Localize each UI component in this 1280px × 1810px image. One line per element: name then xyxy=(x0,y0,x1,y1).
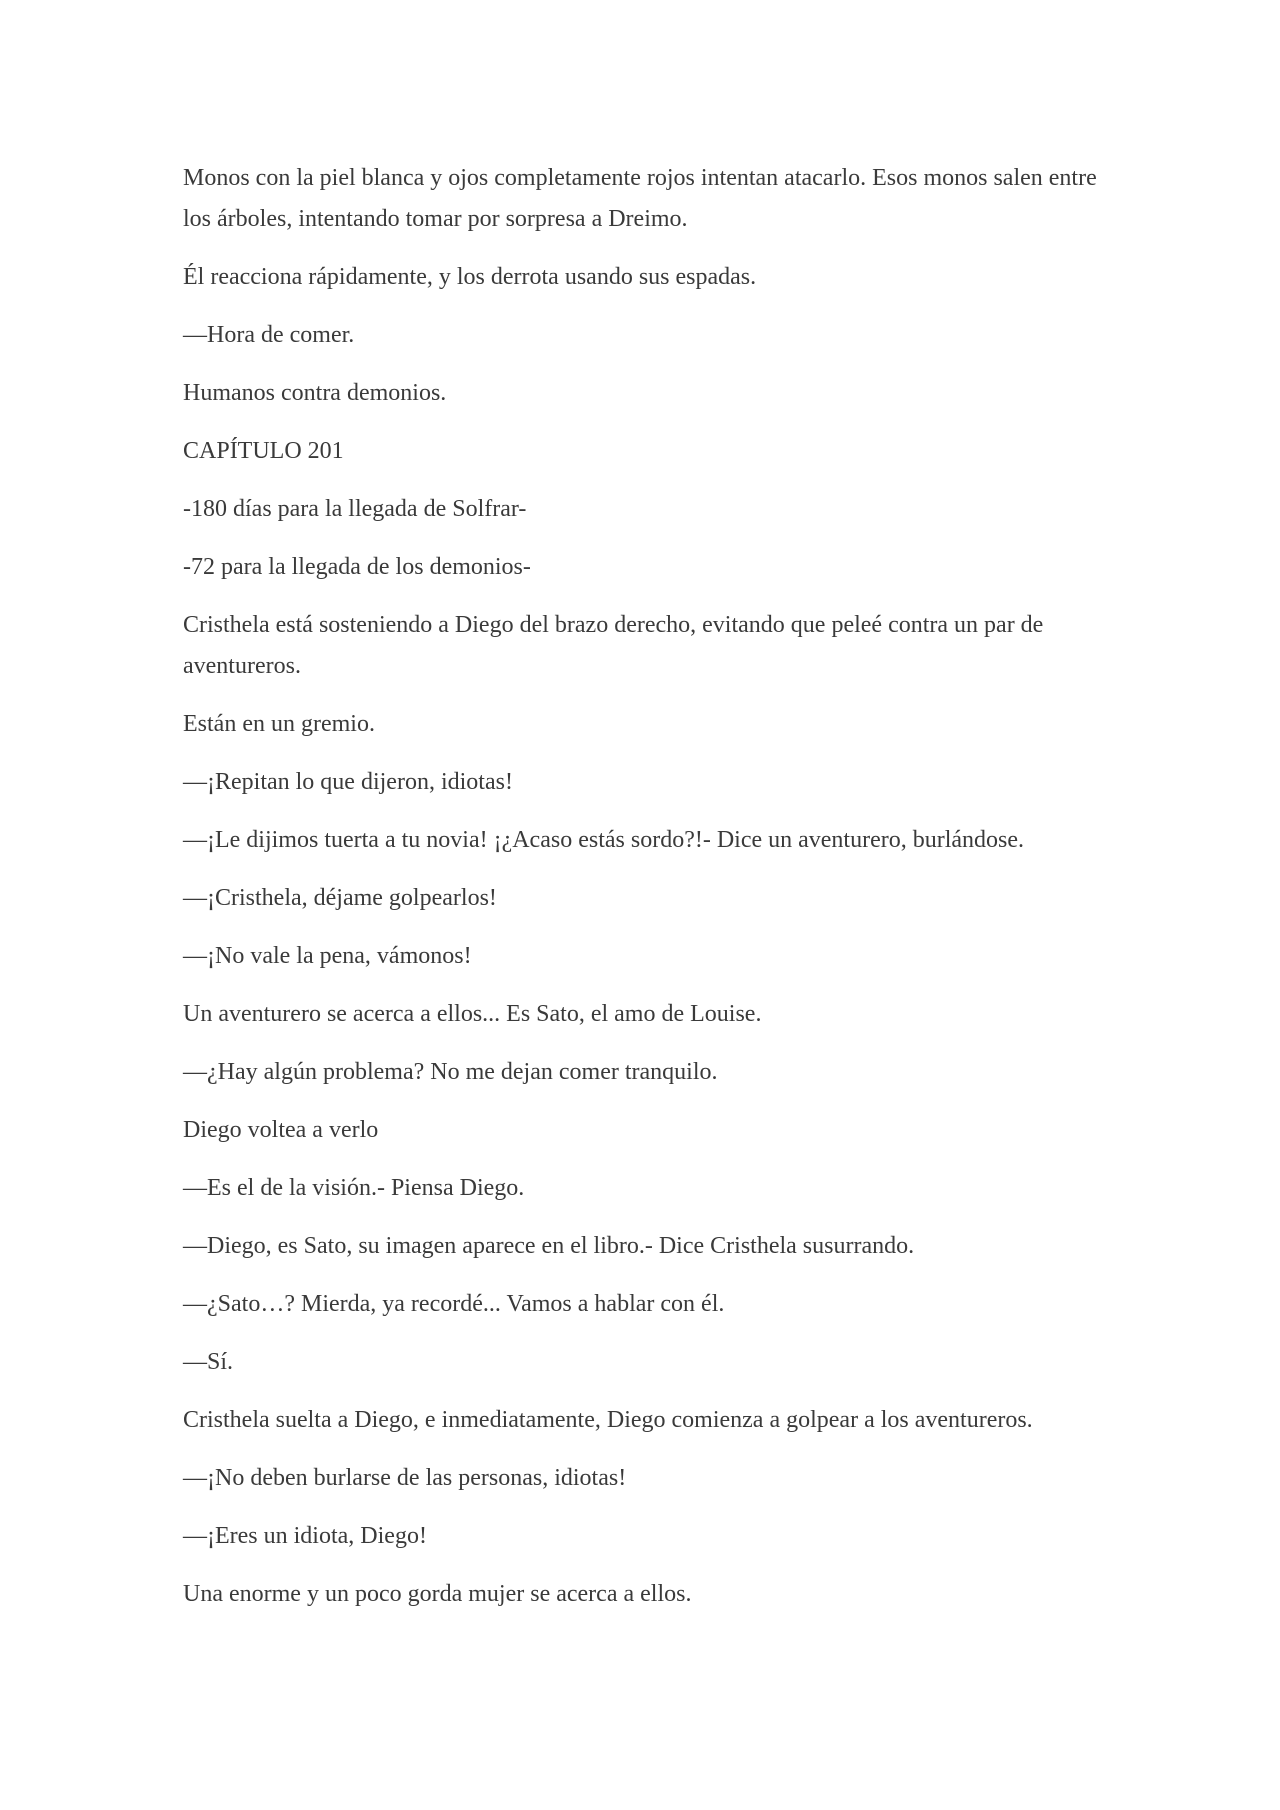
paragraph: Diego voltea a verlo xyxy=(183,1117,379,1143)
dialogue-line: —Sí. xyxy=(183,1349,234,1375)
dialogue-line: —¡Cristhela, déjame golpearlos! xyxy=(183,885,497,911)
dialogue-line: —¡Eres un idiota, Diego! xyxy=(183,1523,427,1549)
paragraph: Una enorme y un poco gorda mujer se acerca a ellos. xyxy=(183,1581,692,1607)
countdown-line: -72 para la llegada de los demonios- xyxy=(183,554,531,580)
chapter-heading: CAPÍTULO 201 xyxy=(183,438,344,464)
dialogue-line: —¡No vale la pena, vámonos! xyxy=(183,943,472,969)
paragraph: Cristhela suelta a Diego, e inmediatamente, Diego comienza a golpear a los aventureros. xyxy=(183,1407,1033,1433)
paragraph: Cristhela está sosteniendo a Diego del brazo derecho, evitando que peleé contra un par de aventureros. xyxy=(183,612,1044,679)
dialogue-line: —¿Sato…? Mierda, ya recordé... Vamos a hablar con él. xyxy=(183,1291,725,1317)
dialogue-line: —¡No deben burlarse de las personas, idiotas! xyxy=(183,1465,627,1491)
paragraph: Un aventurero se acerca a ellos... Es Sato, el amo de Louise. xyxy=(183,1001,762,1027)
dialogue-line: —Hora de comer. xyxy=(183,322,355,348)
countdown-line: -180 días para la llegada de Solfrar- xyxy=(183,496,527,522)
paragraph: Monos con la piel blanca y ojos completamente rojos intentan atacarlo. Esos monos salen entre los árboles, intentando tomar por sorpresa a Dreimo. xyxy=(183,165,1097,232)
paragraph: Humanos contra demonios. xyxy=(183,380,447,406)
paragraph: Están en un gremio. xyxy=(183,711,375,737)
paragraph: Él reacciona rápidamente, y los derrota usando sus espadas. xyxy=(183,264,757,290)
dialogue-line: —Diego, es Sato, su imagen aparece en el libro.- Dice Cristhela susurrando. xyxy=(183,1233,915,1259)
document-body xyxy=(183,158,1103,1632)
dialogue-line: —¡Repitan lo que dijeron, idiotas! xyxy=(183,769,513,795)
dialogue-line: —Es el de la visión.- Piensa Diego. xyxy=(183,1175,525,1201)
dialogue-line: —¡Le dijimos tuerta a tu novia! ¡¿Acaso estás sordo?!- Dice un aventurero, burlándose. xyxy=(183,827,1025,853)
dialogue-line: —¿Hay algún problema? No me dejan comer tranquilo. xyxy=(183,1059,718,1085)
